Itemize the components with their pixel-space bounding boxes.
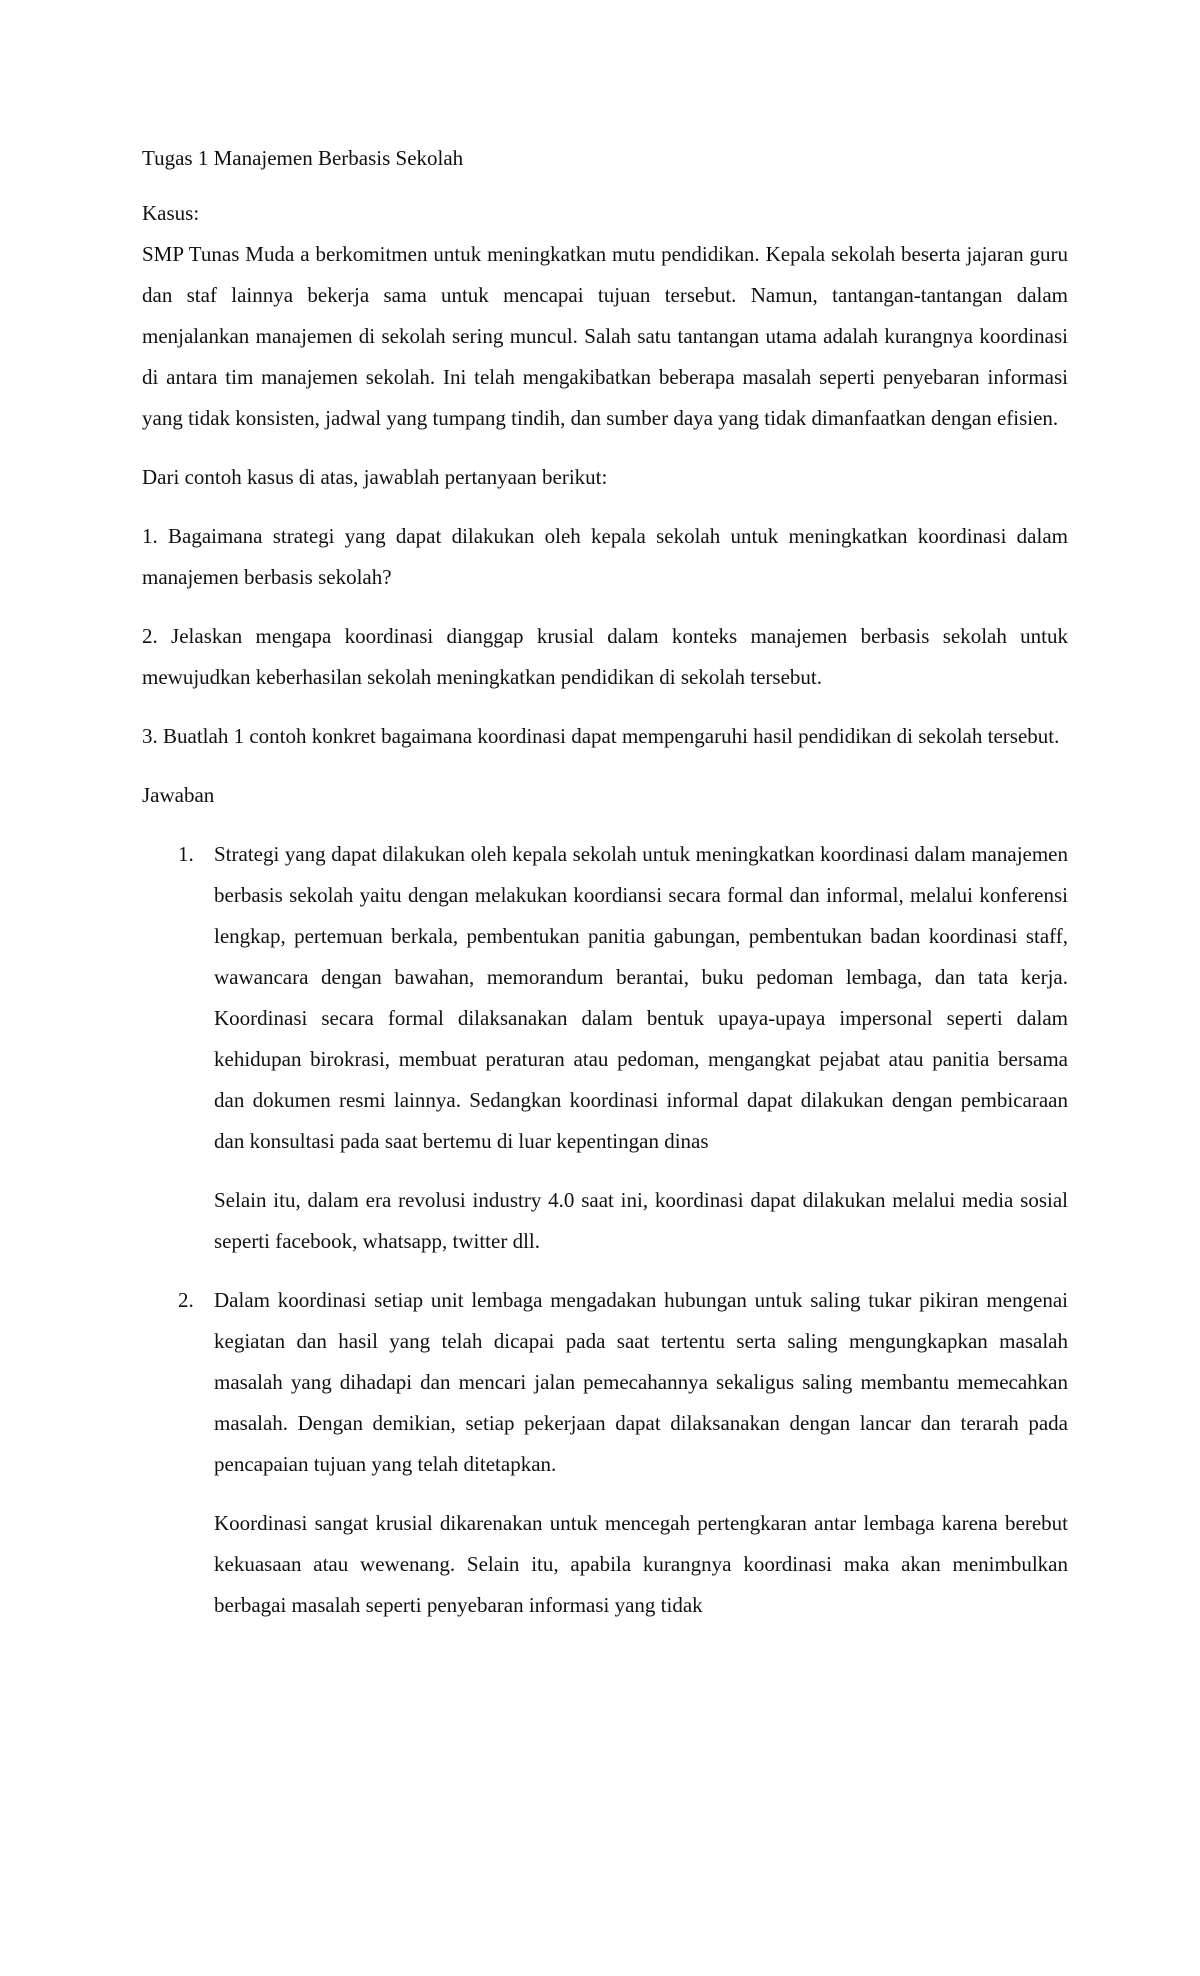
case-text: SMP Tunas Muda a berkomitmen untuk meningkatkan mutu pendidikan. Kepala sekolah beserta jajaran guru dan staf lainnya bekerja sama untuk mencapai tujuan tersebut. Namun, tantangan-tantangan dalam menjalankan manajemen di sekolah sering muncul. Salah satu tantangan utama adalah kurangnya koordinasi di antara tim manajemen sekolah. Ini telah mengakibatkan beberapa masalah seperti penyebaran informasi yang tidak konsisten, jadwal yang tumpang tindih, dan sumber daya yang tidak dimanfaatkan dengan efisien. — [142, 242, 1068, 430]
answer-paragraph: Koordinasi sangat krusial dikarenakan untuk mencegah pertengkaran antar lembaga karena berebut kekuasaan atau wewenang. Selain itu, apabila kurangnya koordinasi maka akan menimbulkan berbagai masalah seperti penyebaran informasi yang tidak — [214, 1511, 1068, 1617]
question-3: 3. Buatlah 1 contoh konkret bagaimana koordinasi dapat mempengaruhi hasil pendidikan di sekolah tersebut. — [142, 724, 1060, 748]
answer-item-2 — [142, 1280, 1068, 1626]
answer-number: 2. — [178, 1288, 194, 1312]
instruction-text: Dari contoh kasus di atas, jawablah pertanyaan berikut: — [142, 465, 608, 489]
answer-list — [142, 834, 1068, 1626]
answer-item-1 — [142, 834, 1068, 1262]
answer-paragraph: Strategi yang dapat dilakukan oleh kepala sekolah untuk meningkatkan koordinasi dalam manajemen berbasis sekolah yaitu dengan melakukan koordiansi secara formal dan informal, melalui konferensi lengkap, pertemuan berkala, pembentukan panitia gabungan, pembentukan badan koordinasi staff, wawancara dengan bawahan, memorandum berantai, buku pedoman lembaga, dan tata kerja. Koordinasi secara formal dilaksanakan dalam bentuk upaya-upaya impersonal seperti dalam kehidupan birokrasi, membuat peraturan atau pedoman, mengangkat pejabat atau panitia bersama dan dokumen resmi lainnya. Sedangkan koordinasi informal dapat dilakukan dengan pembicaraan dan konsultasi pada saat bertemu di luar kepentingan dinas — [214, 842, 1068, 1153]
answer-number: 1. — [178, 842, 194, 866]
answers-label: Jawaban — [142, 783, 215, 807]
document-content — [142, 138, 1068, 1626]
answer-paragraph: Selain itu, dalam era revolusi industry 4.0 saat ini, koordinasi dapat dilakukan melalui media sosial seperti facebook, whatsapp, twitter dll. — [214, 1188, 1068, 1253]
document-title: Tugas 1 Manajemen Berbasis Sekolah — [142, 146, 464, 170]
question-2: 2. Jelaskan mengapa koordinasi dianggap krusial dalam konteks manajemen berbasis sekolah untuk mewujudkan keberhasilan sekolah meningkatkan pendidikan di sekolah tersebut. — [142, 624, 1068, 689]
answer-paragraph: Dalam koordinasi setiap unit lembaga mengadakan hubungan untuk saling tukar pikiran mengenai kegiatan dan hasil yang telah dicapai pada saat tertentu serta saling mengungkapkan masalah masalah yang dihadapi dan mencari jalan pemecahannya sekaligus saling membantu memecahkan masalah. Dengan demikian, setiap pekerjaan dapat dilaksanakan dengan lancar dan terarah pada pencapaian tujuan yang telah ditetapkan. — [214, 1288, 1068, 1476]
case-label: Kasus: — [142, 201, 200, 225]
question-1: 1. Bagaimana strategi yang dapat dilakukan oleh kepala sekolah untuk meningkatkan koordinasi dalam manajemen berbasis sekolah? — [142, 524, 1068, 589]
